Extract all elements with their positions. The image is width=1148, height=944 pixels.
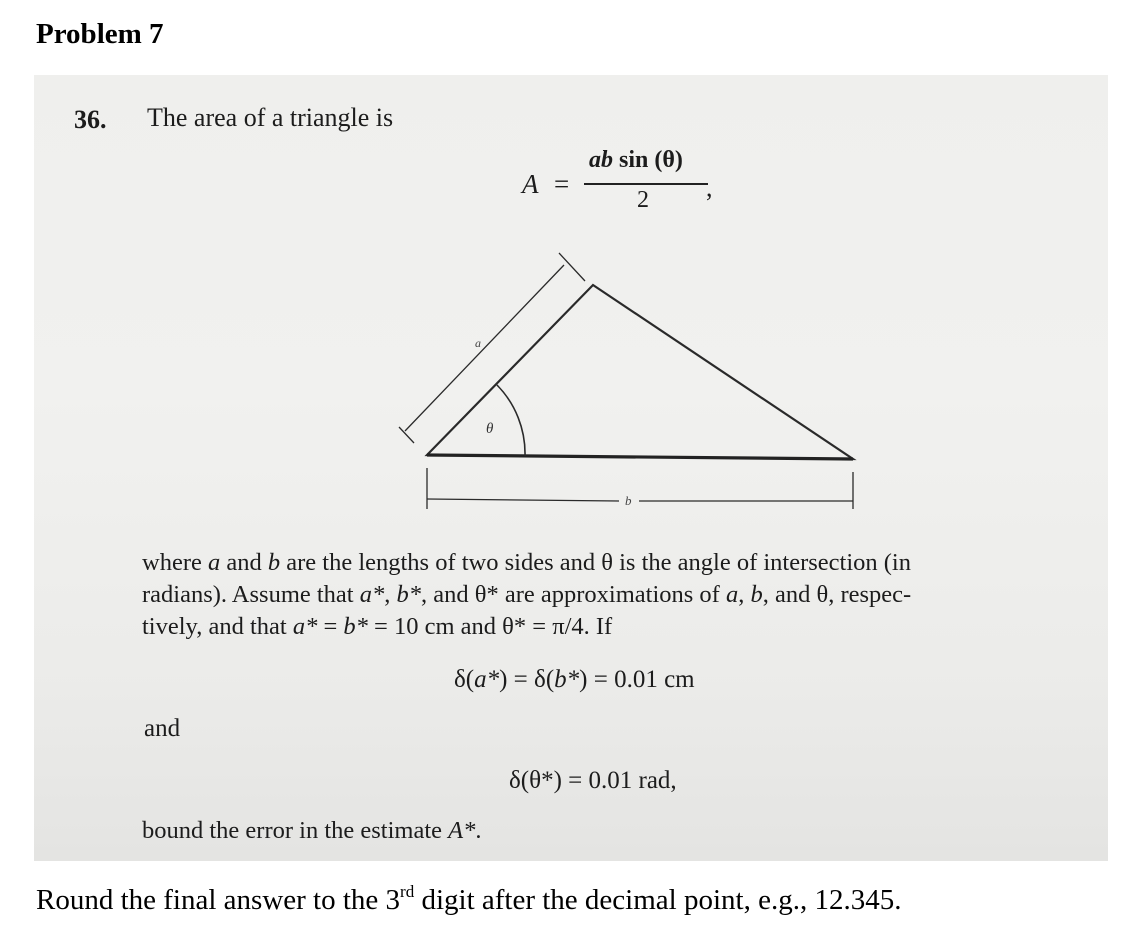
paragraph-line-2: radians). Assume that a*, b*, and θ* are approximations of a, b, and θ, respec- (142, 581, 912, 608)
exercise-intro: The area of a triangle is (147, 103, 394, 132)
exercise-number: 36. (74, 105, 107, 134)
formula-lhs: A (522, 169, 539, 199)
paragraph-line-3: tively, and that a* = b* = 10 cm and θ* = π/4. If (142, 613, 613, 640)
formula-comma: , (706, 173, 713, 202)
and-word: and (144, 715, 181, 742)
error-equation-ab: δ(a*) = δ(b*) = 0.01 cm (454, 666, 695, 693)
triangle-base (427, 455, 853, 459)
formula-numerator: ab sin (θ) (589, 147, 683, 173)
ordinal-superscript: rd (400, 882, 415, 901)
problem-title: Problem 7 (36, 18, 164, 50)
formula-equals: = (554, 169, 570, 199)
formula-denominator: 2 (637, 187, 649, 213)
dimension-a-line (405, 265, 564, 431)
theta-label: θ (486, 421, 494, 437)
label-b: b (625, 493, 632, 508)
rounding-instruction: Round the final answer to the 3rd digit after the decimal point, e.g., 12.345. (36, 882, 902, 916)
bound-sentence: bound the error in the estimate A*. (142, 817, 482, 844)
error-equation-theta: δ(θ*) = 0.01 rad, (509, 767, 677, 794)
label-a: a (475, 336, 481, 350)
textbook-photo (34, 75, 1108, 861)
dimension-b-line-left (427, 499, 619, 501)
triangle-figure (34, 75, 1108, 861)
angle-arc (497, 385, 525, 456)
paragraph-line-1: where a and b are the lengths of two sides and θ is the angle of intersection (in (142, 549, 911, 576)
